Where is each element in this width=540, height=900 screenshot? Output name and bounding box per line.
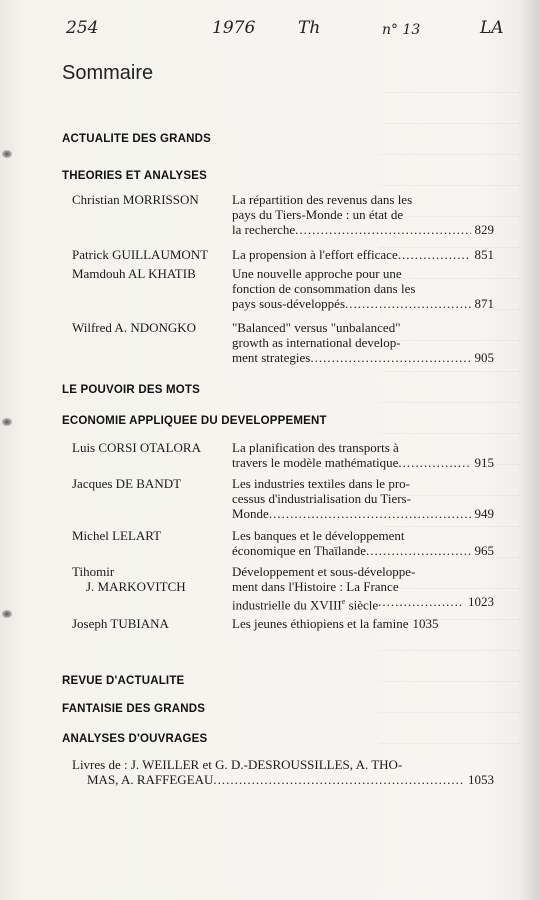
entry-author: Luis CORSI OTALORA (72, 440, 201, 455)
entry-title: Les jeunes éthiopiens et la famine 1035 (232, 616, 439, 631)
page-number: 1035 (412, 616, 439, 631)
entry-author: Jacques DE BANDT (72, 476, 182, 491)
entry-author: Patrick GUILLAUMONT (72, 247, 209, 262)
leader-dots (345, 296, 470, 311)
entry-title: La planification des transports à travers le modèle mathématique ..... 915 (232, 440, 494, 470)
section-heading-pouvoir: LE POUVOIR DES MOTS (62, 384, 200, 396)
section-heading-fantaisie: FANTAISIE DES GRANDS (62, 703, 206, 715)
handwritten-code: Th (298, 18, 321, 38)
binding-smudge (2, 418, 12, 426)
leader-dots (398, 455, 470, 470)
entry-title: Les industries textiles dans le pro- cessus d'industrialisation du Tiers- Monde ..... 949 (232, 476, 494, 521)
entry-title: Développement et sous-développe- ment dans l'Histoire : La France industrielle du XVIIIe siècle ..... 1023 (232, 564, 494, 612)
bleed-through-text (380, 70, 520, 790)
page-number: 1023 (468, 594, 494, 609)
leader-dots (398, 247, 471, 262)
toc-entry (62, 192, 494, 237)
entry-title: Une nouvelle approche pour une fonction de consommation dans les pays sous-développés ..... 871 (232, 266, 494, 311)
entry-author: Joseph TUBIANA (72, 616, 169, 631)
leader-dots (295, 222, 470, 237)
page-edge-shadow (518, 0, 540, 900)
page-number: 965 (474, 543, 494, 558)
page-number: 829 (474, 222, 494, 237)
leader-dots (269, 506, 471, 521)
section-heading-theories: THEORIES ET ANALYSES (62, 170, 208, 182)
book-reviews-entry (72, 757, 494, 787)
page-number: 905 (474, 350, 494, 365)
leader-dots (378, 594, 464, 612)
entry-author: Wilfred A. NDONGKO (72, 320, 197, 335)
binding-smudge (2, 150, 12, 158)
entry-author: Michel LELART (72, 528, 162, 543)
page-number: 851 (474, 247, 494, 262)
entry-title: "Balanced" versus "unbalanced" growth as international develop- ment strategies ..... 905 (232, 320, 494, 365)
page-number: 915 (474, 455, 494, 470)
leader-dots (310, 350, 470, 365)
section-heading-analyses: ANALYSES D'OUVRAGES (62, 733, 208, 745)
handwritten-initials: LA (480, 18, 504, 38)
leader-dots (213, 772, 464, 787)
handwritten-year: 1976 (212, 18, 256, 38)
entry-author: Tihomir J. MARKOVITCH (72, 564, 186, 594)
entry-author: Christian MORRISSON (72, 192, 199, 207)
section-heading-economie: ECONOMIE APPLIQUEE DU DEVELOPPEMENT (62, 415, 327, 427)
page-number: 1053 (468, 772, 494, 787)
leader-dots (366, 543, 470, 558)
entry-title: Les banques et le développement économique en Thaïlande ..... 965 (232, 528, 494, 558)
binding-smudge (2, 610, 12, 618)
page-title: Sommaire (62, 62, 154, 84)
book-reviews-line: MAS, A. RAFFEGEAU (87, 772, 214, 787)
section-heading-actualite: ACTUALITE DES GRANDS (62, 133, 212, 145)
handwritten-issue: n° 13 (382, 22, 421, 38)
section-heading-revue: REVUE D'ACTUALITE (62, 675, 185, 687)
handwritten-number: 254 (66, 18, 99, 38)
entry-title: La propension à l'effort efficace ..... 851 (232, 247, 494, 262)
entry-title: La répartition des revenus dans les pays du Tiers-Monde : un état de la recherche ..... 829 (232, 192, 494, 237)
book-reviews-line: Livres de : J. WEILLER et G. D.-DESROUSSILLES, A. THO- (72, 757, 403, 772)
page-number: 871 (474, 296, 494, 311)
entry-author: Mamdouh AL KHATIB (72, 266, 196, 281)
page-number: 949 (474, 506, 494, 521)
